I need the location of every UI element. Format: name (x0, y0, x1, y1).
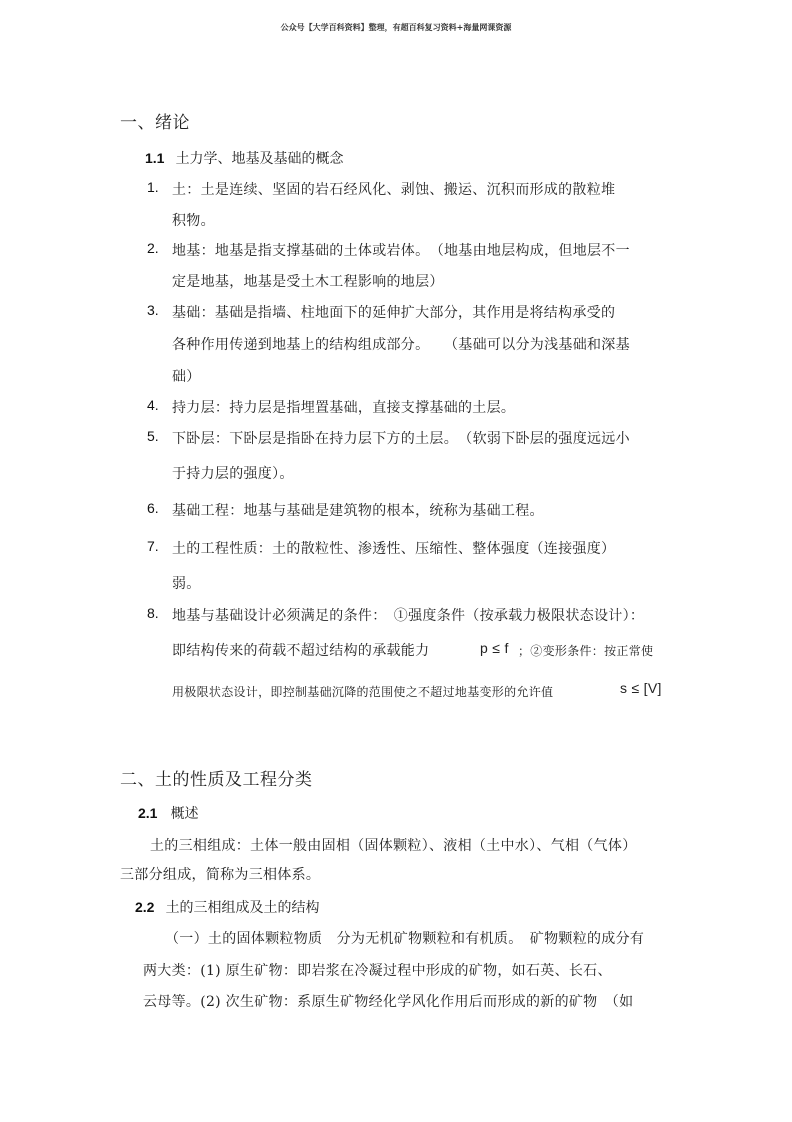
list-item-line: 定是地基，地基是受土木工程影响的地层） (172, 274, 444, 290)
list-item-line: 地基与基础设计必须满足的条件： ①强度条件（按承载力极限状态设计）： (172, 608, 645, 624)
subsection-number: 2.1 (138, 805, 158, 821)
list-item-line: 积物。 (172, 213, 215, 229)
list-item-line: 持力层：持力层是指埋置基础，直接支撑基础的土层。 (172, 400, 516, 416)
subsection-2-2 (135, 897, 320, 917)
section-2-title: 二、土的性质及工程分类 (120, 770, 313, 790)
list-number: 3. (147, 302, 159, 318)
list-number: 4. (147, 397, 159, 413)
list-item-line: 下卧层：下卧层是指卧在持力层下方的土层。 （软弱下卧层的强度远远小 (172, 431, 630, 447)
formula-strength: p ≤ f (480, 640, 509, 656)
list-number: 6. (147, 500, 159, 516)
list-number: 7. (147, 538, 159, 554)
list-number: 5. (147, 428, 159, 444)
list-item-line: 即结构传来的荷载不超过结构的承载能力 (172, 643, 430, 659)
list-item-line: 土的工程性质：土的散粒性、渗透性、压缩性、整体强度（连接强度） (172, 541, 616, 557)
paragraph-line: 土的三相组成：土体一般由固相（固体颗粒）、液相（土中水）、气相（气体） (150, 838, 637, 854)
list-number: 1. (147, 179, 159, 195)
list-number: 8. (147, 605, 159, 621)
list-item-line: 基础：基础是指墙、柱地面下的延伸扩大部分，其作用是将结构承受的 (172, 305, 616, 321)
subsection-number: 2.2 (135, 899, 155, 915)
formula-deformation: s ≤ [V] (620, 680, 662, 696)
subsection-title: 概述 (170, 806, 199, 822)
list-item-line: 础） (172, 369, 201, 385)
paragraph-line: 两大类：(1) 原生矿物：即岩浆在冷凝过程中形成的矿物，如石英、长石、 (143, 963, 612, 979)
list-item-line: 用极限状态设计，即控制基础沉降的范围使之不超过地基变形的允许值 (172, 685, 554, 699)
subsection-title: 土力学、地基及基础的概念 (175, 151, 344, 167)
subsection-1-1 (145, 148, 344, 168)
paragraph-line: 三部分组成，简称为三相体系。 (120, 867, 321, 883)
subsection-number: 1.1 (145, 150, 165, 166)
header-note: 公众号【大学百科资料】整理，有超百科复习资料+海量网课资源 (280, 22, 512, 32)
paragraph-line: 云母等。(2) 次生矿物：系原生矿物经化学风化作用后而形成的新的矿物 （如 (143, 994, 634, 1010)
subsection-title: 土的三相组成及土的结构 (165, 900, 320, 916)
list-item-line: 弱。 (172, 576, 201, 592)
list-item-line: 土：土是连续、坚固的岩石经风化、剥蚀、搬运、沉积而形成的散粒堆 (172, 182, 616, 198)
section-1-title: 一、绪论 (120, 113, 190, 133)
list-item-line: 于持力层的强度）。 (172, 466, 294, 482)
paragraph-line: （一）土的固体颗粒物质 分为无机矿物颗粒和有机质。 矿物颗粒的成分有 (165, 931, 645, 947)
list-item-line: 基础工程：地基与基础是建筑物的根本，统称为基础工程。 (172, 503, 544, 519)
list-item-line: 各种作用传递到地基上的结构组成部分。 （基础可以分为浅基础和深基 (172, 337, 630, 353)
list-item-line: ；②变形条件：按正常使 (518, 644, 654, 658)
list-number: 2. (147, 240, 159, 256)
subsection-2-1 (138, 803, 199, 823)
list-item-line: 地基：地基是指支撑基础的土体或岩体。 （地基由地层构成，但地层不一 (172, 243, 630, 259)
